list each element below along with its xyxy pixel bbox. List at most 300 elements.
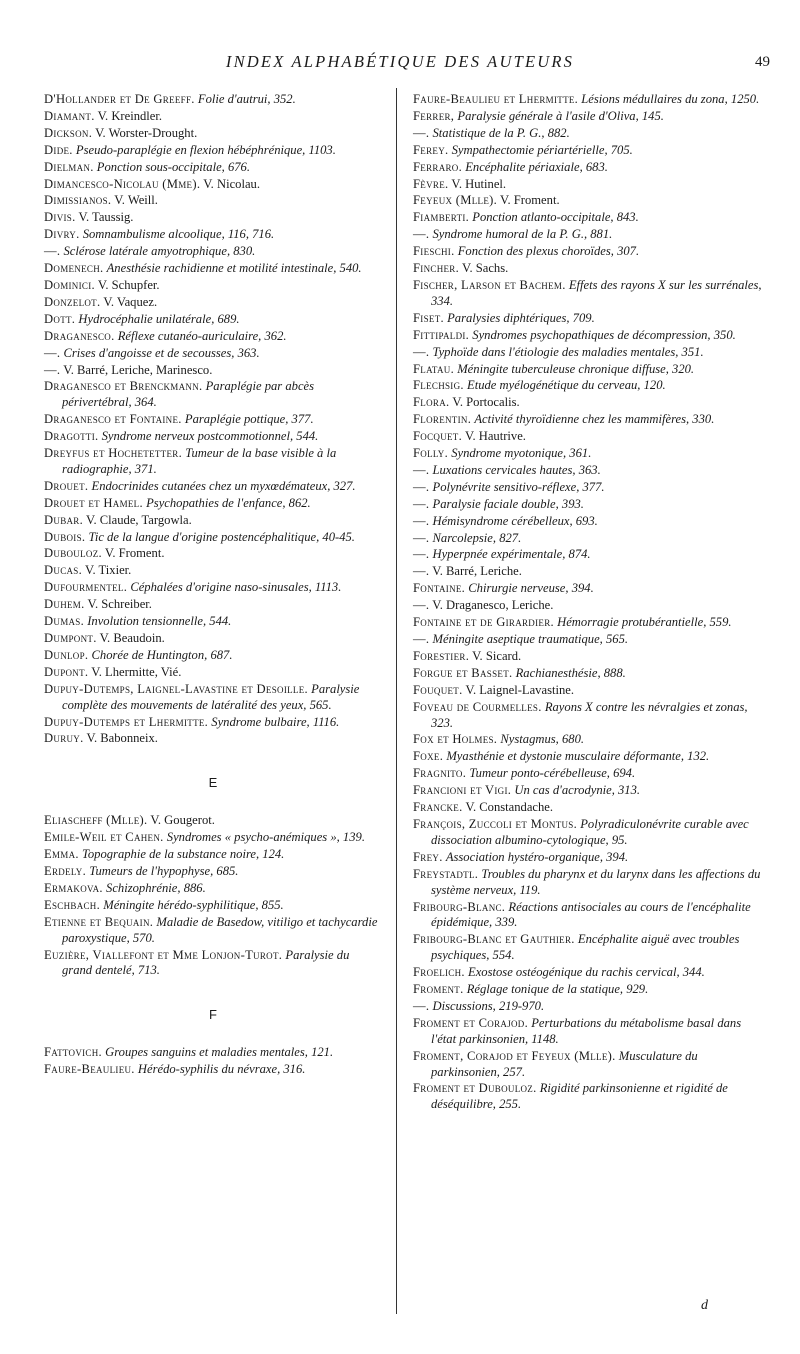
index-entry <box>413 126 768 142</box>
column-divider <box>396 88 397 1314</box>
reference-text: V. Kreindler. <box>97 108 163 123</box>
index-entry <box>44 177 382 193</box>
author-name: Foxe. <box>413 749 444 764</box>
index-entry <box>413 817 768 849</box>
reference-text: Tumeurs de l'hypophyse, 685. <box>89 863 239 878</box>
reference-text: Chorée de Huntington, 687. <box>91 647 233 662</box>
index-entry <box>413 900 768 932</box>
index-entry <box>413 850 768 866</box>
author-name: Duruy. <box>44 731 84 746</box>
index-entry <box>413 632 768 648</box>
reference-text: Involution tensionnelle, 544. <box>87 614 232 629</box>
index-entry <box>44 546 382 562</box>
reference-text: V. Weill. <box>114 193 158 208</box>
author-name: —. <box>413 564 430 579</box>
index-entry <box>44 813 382 829</box>
reference-text: Luxations cervicales hautes, 363. <box>432 462 601 477</box>
index-entry <box>44 948 382 980</box>
index-entry <box>413 783 768 799</box>
author-name: Divry. <box>44 227 80 242</box>
reference-text: Syndromes « psycho-anémiques », 139. <box>166 830 365 845</box>
index-entry <box>413 531 768 547</box>
author-name: Dimissianos. <box>44 193 112 208</box>
author-name: Fincher. <box>413 261 460 276</box>
index-entry <box>413 261 768 277</box>
reference-text: Paralysie générale à l'asile d'Oliva, 145. <box>457 108 664 123</box>
author-name: —. <box>413 547 430 562</box>
reference-text: Paralysie du grand dentelé, 713. <box>62 947 350 978</box>
reference-text: Hydrocéphalie unilatérale, 689. <box>78 311 240 326</box>
author-name: Froment et Dubouloz. <box>413 1081 537 1096</box>
author-name: Dubois. <box>44 529 86 544</box>
author-name: Ermakova. <box>44 880 103 895</box>
author-name: Emile-Weil et Cahen. <box>44 830 164 845</box>
reference-text: Méningite tuberculeuse chronique diffuse, 320. <box>457 361 695 376</box>
reference-text: Sympathectomie périartérielle, 705. <box>451 142 633 157</box>
index-entry <box>413 92 768 108</box>
author-name: Frey. <box>413 849 443 864</box>
author-name: Ferraro. <box>413 159 463 174</box>
reference-text: Musculature du parkinsonien, 257. <box>431 1048 698 1079</box>
reference-text: Ponction sous-occipitale, 676. <box>96 159 250 174</box>
reference-text: V. Portocalis. <box>452 395 520 410</box>
author-name: Dupont. <box>44 664 89 679</box>
reference-text: Hyperpnée expérimentale, 874. <box>432 547 591 562</box>
reference-text: Hérédo-syphilis du névraxe, 316. <box>137 1062 306 1077</box>
reference-text: Perturbations du métabolisme basal dans l'état parkinsonien, 1148. <box>431 1015 742 1046</box>
author-name: Froment. <box>413 982 464 997</box>
reference-text: V. Hutinel. <box>451 176 507 191</box>
author-name: Emma. <box>44 847 79 862</box>
index-entry <box>44 513 382 529</box>
reference-text: Sclérose latérale amyotrophique, 830. <box>63 244 256 259</box>
reference-text: Crises d'angoisse et de secousses, 363. <box>63 345 260 360</box>
reference-text: Anesthésie rachidienne et motilité intestinale, 540. <box>106 261 362 276</box>
reference-text: Réactions antisociales au cours de l'encéphalite épidémique, 339. <box>431 899 751 930</box>
author-name: Domenech. <box>44 261 104 276</box>
author-name: Faure-Beaulieu. <box>44 1062 135 1077</box>
author-name: Fontaine. <box>413 581 466 596</box>
author-name: Eliascheff (Mlle). <box>44 813 148 828</box>
author-name: Etienne et Bequain. <box>44 914 154 929</box>
reference-text: Syndromes psychopathiques de décompression, 350. <box>472 327 736 342</box>
index-entry <box>413 109 768 125</box>
index-entry <box>413 311 768 327</box>
index-entry <box>44 210 382 226</box>
index-entry <box>413 982 768 998</box>
index-entry <box>44 92 382 108</box>
reference-text: Schizophrénie, 886. <box>106 880 206 895</box>
author-name: —. <box>413 462 430 477</box>
author-name: Draganesco. <box>44 328 115 343</box>
author-name: Francke. <box>413 800 463 815</box>
e-entries-list <box>44 813 382 979</box>
author-name: Fribourg-Blanc. <box>413 899 506 914</box>
section-heading-f: F <box>209 1007 217 1023</box>
author-name: —. <box>413 598 430 613</box>
reference-text: V. Froment. <box>104 546 165 561</box>
author-name: Ferey. <box>413 142 449 157</box>
index-entry <box>44 530 382 546</box>
author-name: Froment, Corajod et Feyeux (Mlle). <box>413 1048 616 1063</box>
author-name: —. <box>413 344 430 359</box>
reference-text: V. Laignel-Lavastine. <box>465 682 574 697</box>
index-entry <box>413 932 768 964</box>
left-column <box>44 92 382 1079</box>
index-entry <box>44 715 382 731</box>
reference-text: Groupes sanguins et maladies mentales, 121. <box>105 1045 334 1060</box>
reference-text: Céphalées d'origine naso-sinusales, 1113. <box>130 580 342 595</box>
index-entry <box>413 683 768 699</box>
index-entry <box>44 278 382 294</box>
reference-text: Fonction des plexus choroïdes, 307. <box>457 244 640 259</box>
author-name: Drouet. <box>44 478 89 493</box>
reference-text: V. Tixier. <box>84 563 132 578</box>
reference-text: Réglage tonique de la statique, 929. <box>466 982 649 997</box>
author-name: Dimancesco-Nicolau (Mme). <box>44 176 201 191</box>
index-entry <box>44 126 382 142</box>
reference-text: Endocrinides cutanées chez un myxœdémateux, 327. <box>91 478 356 493</box>
index-entry <box>413 598 768 614</box>
reference-text: V. Sachs. <box>461 261 509 276</box>
index-entry <box>44 847 382 863</box>
index-entry <box>413 227 768 243</box>
author-name: Focquet. <box>413 429 463 444</box>
index-entry <box>44 1062 382 1078</box>
author-name: Faure-Beaulieu et Lhermitte. <box>413 92 579 106</box>
index-entry <box>413 429 768 445</box>
reference-text: V. Babonneix. <box>86 731 158 746</box>
author-name: —. <box>44 362 61 377</box>
reference-text: Myasthénie et dystonie musculaire déformante, 132. <box>446 749 710 764</box>
index-entry <box>44 682 382 714</box>
author-name: Fox et Holmes. <box>413 732 498 747</box>
author-name: Flora. <box>413 395 450 410</box>
index-entry <box>413 177 768 193</box>
reference-text: Etude myélogénétique du cerveau, 120. <box>467 378 666 393</box>
index-entry <box>44 864 382 880</box>
index-entry <box>44 631 382 647</box>
author-name: Draganesco et Fontaine. <box>44 412 182 427</box>
reference-text: Paraplégie pottique, 377. <box>184 412 314 427</box>
reference-text: Hémorragie protubérantielle, 559. <box>557 615 732 630</box>
reference-text: Méningite hérédo-syphilitique, 855. <box>103 897 284 912</box>
reference-text: V. Sicard. <box>472 648 522 663</box>
d-entries-list <box>44 92 382 747</box>
author-name: —. <box>413 125 430 140</box>
index-entry <box>413 412 768 428</box>
author-name: —. <box>413 530 430 545</box>
index-entry <box>413 766 768 782</box>
index-entry <box>44 563 382 579</box>
author-name: Dott. <box>44 311 76 326</box>
index-entry <box>413 1081 768 1113</box>
author-name: Froelich. <box>413 965 465 980</box>
index-entry <box>413 446 768 462</box>
f-entries-list <box>44 1045 382 1078</box>
author-name: Dreyfus et Hochetetter. <box>44 446 183 461</box>
author-name: Florentin. <box>413 412 472 427</box>
index-entry <box>44 143 382 159</box>
author-name: —. <box>44 345 61 360</box>
author-name: Dumpont. <box>44 631 97 645</box>
page-title: INDEX ALPHABÉTIQUE DES AUTEURS <box>225 52 575 71</box>
reference-text: Un cas d'acrodynie, 313. <box>514 783 641 798</box>
author-name: Folly. <box>413 446 449 461</box>
author-name: Fieschi. <box>413 244 455 259</box>
index-entry <box>413 160 768 176</box>
author-name: Fèvre. <box>413 176 449 191</box>
author-name: D'Hollander et De Greeff. <box>44 92 195 106</box>
reference-text: Ponction atlanto-occipitale, 843. <box>472 210 639 225</box>
index-entry <box>44 295 382 311</box>
index-entry <box>44 261 382 277</box>
reference-text: V. Vaquez. <box>103 294 158 309</box>
author-name: —. <box>44 244 61 259</box>
author-name: Draganesco et Brenckmann. <box>44 379 203 394</box>
signature-mark: d <box>701 1298 708 1313</box>
reference-text: Typhoïde dans l'étiologie des maladies mentales, 351. <box>432 344 704 359</box>
author-name: Fontaine et de Girardier. <box>413 615 554 630</box>
author-name: —. <box>413 479 430 494</box>
reference-text: Discussions, 219-970. <box>432 998 545 1013</box>
reference-text: V. Constandache. <box>465 800 554 815</box>
index-entry <box>44 379 382 411</box>
author-name: Dubar. <box>44 512 84 527</box>
author-name: —. <box>413 998 430 1013</box>
index-entry <box>413 362 768 378</box>
index-entry <box>44 881 382 897</box>
index-entry <box>413 649 768 665</box>
reference-text: Troubles du pharynx et du larynx dans les affections du système nerveux, 119. <box>431 866 761 897</box>
index-entry <box>413 345 768 361</box>
author-name: Forestier. <box>413 648 470 663</box>
index-entry <box>44 363 382 379</box>
reference-text: Encéphalite périaxiale, 683. <box>465 159 608 174</box>
reference-text: V. Taussig. <box>78 210 134 225</box>
author-name: Feyeux (Mlle). <box>413 193 498 208</box>
author-name: Dragotti. <box>44 429 99 444</box>
author-name: —. <box>413 496 430 511</box>
reference-text: Psychopathies de l'enfance, 862. <box>146 495 311 510</box>
reference-text: V. Beaudoin. <box>99 631 165 645</box>
author-name: Fragnito. <box>413 766 467 781</box>
author-name: Ducas. <box>44 563 83 578</box>
reference-text: Paralysies diphtériques, 709. <box>447 310 595 325</box>
reference-text: Tumeur de la base visible à la radiographie, 371. <box>62 446 337 476</box>
reference-text: Rachianesthésie, 888. <box>515 665 626 680</box>
index-entry <box>44 496 382 512</box>
reference-text: V. Barré, Leriche, Marinesco. <box>63 362 213 377</box>
author-name: Dunlop. <box>44 647 89 662</box>
index-entry <box>413 463 768 479</box>
index-entry <box>413 800 768 816</box>
author-name: Fattovich. <box>44 1045 102 1060</box>
reference-text: Paraplégie par abcès périvertébral, 364. <box>62 379 315 410</box>
index-entry <box>413 210 768 226</box>
reference-text: Nystagmus, 680. <box>500 732 585 747</box>
reference-text: V. Barré, Leriche. <box>432 564 522 579</box>
reference-text: Statistique de la P. G., 882. <box>432 125 570 140</box>
index-entry <box>413 965 768 981</box>
index-entry <box>413 666 768 682</box>
author-name: —. <box>413 632 430 646</box>
author-name: Dupuy-Dutemps, Laignel-Lavastine et Desoille. <box>44 681 308 696</box>
index-entry <box>413 700 768 732</box>
index-entry <box>413 278 768 310</box>
reference-text: Chirurgie nerveuse, 394. <box>468 581 594 596</box>
author-name: Fiset. <box>413 310 444 325</box>
reference-text: Association hystéro-organique, 394. <box>445 849 629 864</box>
index-entry <box>44 109 382 125</box>
reference-text: V. Claude, Targowla. <box>85 512 192 527</box>
reference-text: V. Nicolau. <box>203 176 260 191</box>
page-header <box>30 52 770 80</box>
index-entry <box>44 346 382 362</box>
index-entry <box>44 915 382 947</box>
index-entry <box>413 395 768 411</box>
reference-text: Tumeur ponto-cérébelleuse, 694. <box>469 766 636 781</box>
index-entry <box>413 547 768 563</box>
reference-text: V. Froment. <box>500 193 560 208</box>
reference-text: Paralysie faciale double, 393. <box>432 496 584 511</box>
author-name: Duhem. <box>44 597 85 612</box>
author-name: Dielman. <box>44 159 94 174</box>
page-number: 49 <box>755 54 770 70</box>
author-name: Dide. <box>44 142 73 157</box>
author-name: Ferrer, <box>413 108 455 123</box>
right-column <box>413 92 768 1114</box>
index-entry <box>44 731 382 747</box>
author-name: Foveau de Courmelles. <box>413 699 542 714</box>
author-name: —. <box>413 513 430 528</box>
author-name: Dufourmentel. <box>44 580 128 595</box>
reference-text: Syndrome nerveux postcommotionnel, 544. <box>101 429 319 444</box>
author-name: Dominici. <box>44 277 95 292</box>
author-name: Dickson. <box>44 125 93 140</box>
section-heading-e: E <box>208 775 218 791</box>
reference-text: Somnambulisme alcoolique, 116, 716. <box>82 227 275 242</box>
index-entry <box>413 615 768 631</box>
author-name: François, Zuccoli et Montus. <box>413 816 578 831</box>
reference-text: Méningite aseptique traumatique, 565. <box>432 632 629 646</box>
index-entry <box>413 564 768 580</box>
author-name: Drouet et Hamel. <box>44 495 143 510</box>
index-entry <box>413 1049 768 1081</box>
reference-text: Paralysie complète des mouvements de latéralité des yeux, 565. <box>62 681 360 712</box>
author-name: Diamant. <box>44 108 95 123</box>
index-entry <box>44 193 382 209</box>
author-name: Fribourg-Blanc et Gauthier. <box>413 932 575 947</box>
index-entry <box>44 648 382 664</box>
author-name: Froment et Corajod. <box>413 1015 529 1030</box>
reference-text: V. Draganesco, Leriche. <box>432 598 554 613</box>
reference-text: Encéphalite aiguë avec troubles psychiques, 554. <box>431 932 740 963</box>
index-entry <box>413 514 768 530</box>
index-entry <box>44 597 382 613</box>
author-name: Flatau. <box>413 361 455 376</box>
index-entry <box>44 580 382 596</box>
reference-text: Lésions médullaires du zona, 1250. <box>581 92 760 106</box>
author-name: Divis. <box>44 210 76 225</box>
reference-text: Rigidité parkinsonienne et rigidité de déséquilibre, 255. <box>431 1081 728 1112</box>
reference-text: Folie d'autrui, 352. <box>197 92 296 106</box>
index-entry <box>44 898 382 914</box>
reference-text: Maladie de Basedow, vitiligo et tachycardie paroxystique, 570. <box>62 914 378 945</box>
index-entry <box>413 244 768 260</box>
index-entry <box>413 867 768 899</box>
index-entry <box>44 412 382 428</box>
index-entry <box>413 581 768 597</box>
author-name: Flechsig. <box>413 378 464 393</box>
index-entry <box>413 497 768 513</box>
reference-text: Syndrome humoral de la P. G., 881. <box>432 227 613 242</box>
reference-text: V. Schupfer. <box>97 277 160 292</box>
reference-text: Tic de la langue d'origine postencéphalitique, 40-45. <box>88 529 355 544</box>
index-entry <box>44 329 382 345</box>
index-entry <box>44 479 382 495</box>
f-entries-list-continued <box>413 92 768 1113</box>
index-entry <box>44 446 382 478</box>
index-entry <box>44 614 382 630</box>
index-entry <box>44 1045 382 1061</box>
reference-text: V. Gougerot. <box>150 813 215 828</box>
author-name: Fischer, Larson et Bachem. <box>413 277 566 292</box>
index-entry <box>44 429 382 445</box>
reference-text: Topographie de la substance noire, 124. <box>82 847 285 862</box>
reference-text: Polyradiculonévrite curable avec dissociation albumino-cytologique, 95. <box>431 816 749 847</box>
index-entry <box>44 244 382 260</box>
author-name: Fiamberti. <box>413 210 470 225</box>
author-name: Fouquet. <box>413 682 463 697</box>
reference-text: Syndrome bulbaire, 1116. <box>211 714 340 729</box>
reference-text: Narcolepsie, 827. <box>432 530 522 545</box>
reference-text: Syndrome myotonique, 361. <box>451 446 592 461</box>
reference-text: Hémisyndrome cérébelleux, 693. <box>432 513 598 528</box>
index-entry <box>44 227 382 243</box>
index-entry <box>44 830 382 846</box>
author-name: Fittipaldi. <box>413 327 470 342</box>
author-name: Eschbach. <box>44 897 101 912</box>
author-name: Euzière, Viallefont et Mme Lonjon-Turot. <box>44 947 283 962</box>
reference-text: V. Hautrive. <box>464 429 526 444</box>
reference-text: Pseudo-paraplégie en flexion hébéphrénique, 1103. <box>75 142 336 157</box>
index-entry <box>413 328 768 344</box>
author-name: Dumas. <box>44 614 85 629</box>
reference-text: Polynévrite sensitivo-réflexe, 377. <box>432 479 605 494</box>
author-name: Donzelot. <box>44 294 101 309</box>
reference-text: V. Schreiber. <box>87 597 152 612</box>
reference-text: V. Worster-Drought. <box>95 125 198 140</box>
index-entry <box>44 665 382 681</box>
author-name: Francioni et Vigi. <box>413 783 512 798</box>
author-name: Erdely. <box>44 863 87 878</box>
index-entry <box>413 143 768 159</box>
index-entry <box>413 749 768 765</box>
reference-text: Effets des rayons X sur les surrénales, 334. <box>431 277 762 308</box>
reference-text: Rayons X contre les névralgies et zonas, 323. <box>431 699 748 730</box>
reference-text: Activité thyroïdienne chez les mammifères, 330. <box>474 412 715 427</box>
index-entry <box>413 1016 768 1048</box>
index-entry <box>413 732 768 748</box>
reference-text: Réflexe cutanéo-auriculaire, 362. <box>117 328 287 343</box>
author-name: Forgue et Basset. <box>413 665 513 680</box>
index-entry <box>413 378 768 394</box>
author-name: Dupuy-Dutemps et Lhermitte. <box>44 714 209 729</box>
index-entry <box>44 160 382 176</box>
index-entry <box>413 999 768 1015</box>
reference-text: V. Lhermitte, Vié. <box>91 664 182 679</box>
